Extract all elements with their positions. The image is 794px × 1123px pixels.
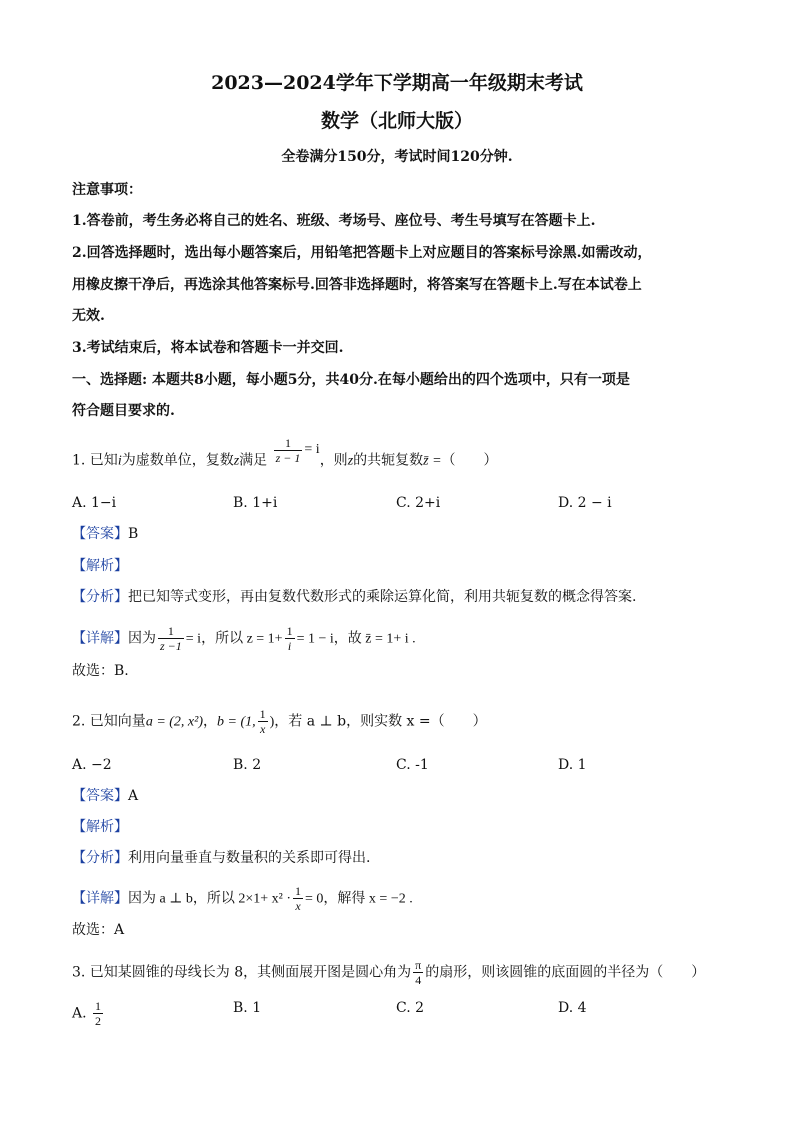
q2-choose: 故选：A: [72, 922, 125, 938]
exam-title: 2023—2024学年下学期高一年级期末考试: [211, 72, 583, 94]
q2-fenxi: 【分析】利用向量垂直与数量积的关系即可得出.: [72, 850, 371, 866]
q1-fraction: $\frac{1}{z - 1}$: [275, 436, 301, 465]
q2-fraction: $\frac{1}{x}$: [259, 707, 266, 736]
q1-choose: 故选：B.: [72, 663, 129, 679]
section-heading-line-1: 一、选择题: 本题共8小题，每小题5分，共40分.在每小题给出的四个选项中，只有一项是: [72, 372, 630, 388]
q1-xiangjie: 【详解】因为 $\frac{1}{z -1}$ = i，所以 z = 1+ $\frac{1}{i}$ = 1 − i，故 z̄ = 1+ i .: [72, 624, 416, 653]
q1-fenxi: 【分析】把已知等式变形，再由复数代数形式的乘除运算化简，利用共轭复数的概念得答案.: [72, 589, 637, 605]
q1-answer: 【答案】B: [72, 526, 139, 542]
q1-xj-fraction-2: $\frac{1}{i}$: [286, 624, 293, 653]
q3-fraction: $\frac{\pi}{4}$: [415, 958, 422, 987]
q1-xj-fraction: $\frac{1}{z -1}$: [160, 624, 182, 653]
note-2-line-1: 2.回答选择题时，选出每小题答案后，用铅笔把答题卡上对应题目的答案标号涂黑.如需改动，: [72, 245, 652, 261]
note-2-line-3: 无效.: [72, 308, 105, 324]
q3-option-a-fraction: $\frac{1}{2}$: [95, 999, 102, 1028]
q2-analysis-tag: 【解析】: [72, 819, 128, 835]
q2-option-b: B. 2: [233, 757, 262, 773]
exam-subtitle: 数学（北师大版）: [320, 110, 473, 132]
q1-option-b: B. 1+i: [233, 495, 278, 511]
note-1: 1.答卷前，考生务必将自己的姓名、班级、考场号、座位号、考生号填写在答题卡上.: [72, 213, 596, 229]
section-heading-line-2: 符合题目要求的.: [72, 403, 175, 419]
q1-option-a: A. 1−i: [72, 495, 117, 511]
q1-option-d: D. 2 − i: [558, 495, 612, 511]
q1-analysis-tag: 【解析】: [72, 558, 128, 574]
q3-option-b: B. 1: [233, 1000, 262, 1016]
q3-option-c: C. 2: [396, 1000, 425, 1016]
q2-answer: 【答案】A: [72, 788, 139, 804]
q2-option-d: D. 1: [558, 757, 587, 773]
q2-xiangjie: 【详解】因为 a ⊥ b，所以 2×1+ x² · $\frac{1}{x}$ = 0，解得 x = −2 .: [72, 884, 413, 913]
q1-option-c: C. 2+i: [396, 495, 441, 511]
q3-stem: 3. 已知某圆锥的母线长为 8，其侧面展开图是圆心角为 $\frac{\pi}{4}$ 的扇形，则该圆锥的底面圆的半径为（ ）: [72, 958, 706, 987]
q1-stem: 1. 已知i为虚数单位，复数z满足 $\frac{1}{z - 1}$ = i，则z的共轭复数z̄ =（ ）: [72, 436, 498, 469]
note-3: 3.考试结束后，将本试卷和答题卡一并交回.: [72, 340, 344, 356]
note-2-line-2: 用橡皮擦干净后，再选涂其他答案标号.回答非选择题时，将答案写在答题卡上.写在本试卷上: [72, 277, 642, 293]
q3-option-a: A. $\frac{1}{2}$: [72, 999, 102, 1028]
q2-option-c: C. -1: [396, 757, 429, 773]
q2-xj-fraction: $\frac{1}{x}$: [295, 884, 302, 913]
q2-stem: 2. 已知向量a = (2, x²)，b = (1, $\frac{1}{x}$ )，若 a ⊥ b，则实数 x =（ ）: [72, 707, 487, 736]
exam-info: 全卷满分150分，考试时间120分钟.: [281, 149, 513, 165]
notes-heading: 注意事项：: [72, 182, 142, 198]
q2-option-a: A. −2: [72, 757, 112, 773]
q3-option-d: D. 4: [558, 1000, 587, 1016]
